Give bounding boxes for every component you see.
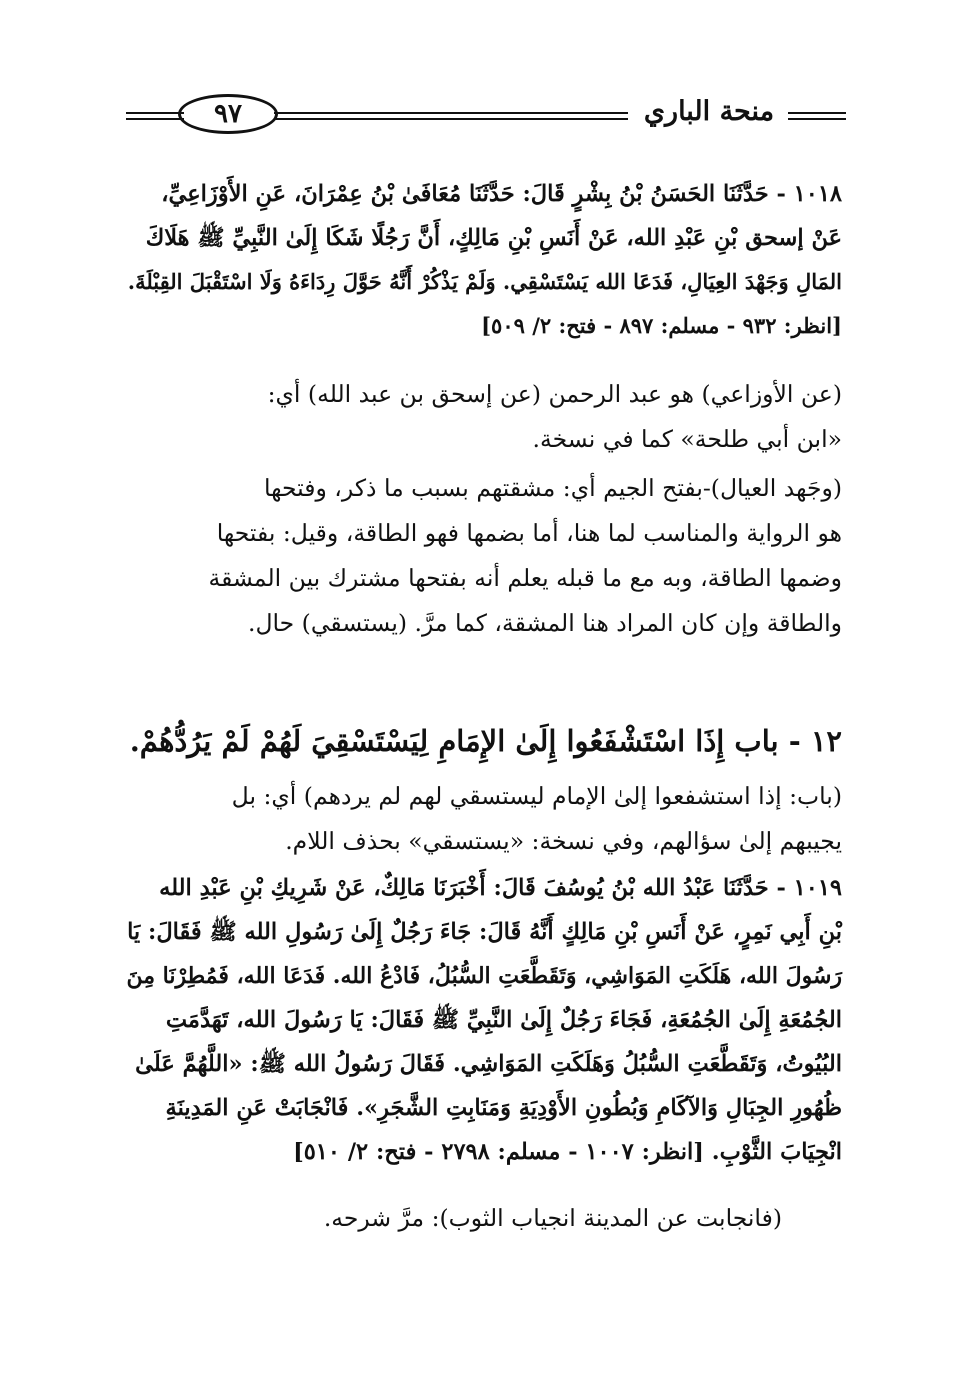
page-number: ٩٧	[214, 99, 242, 129]
hadith-line: بْنِ أَبِي نَمِرٍ، عَنْ أَنَسِ بْنِ مَالِكٍ أَنَّهُ قَالَ: جَاءَ رَجُلٌ إِلَىٰ رَسُولِ الله ﷺ فَقَالَ: يَا	[127, 919, 842, 945]
commentary-line: (باب: إذا استشفعوا إلىٰ الإمام ليستسقي لهم لم يردهم) أي: بل	[231, 782, 842, 810]
hadith-line-with-reference: انْجِيَابَ الثَّوْبِ. [انظر: ١٠٠٧ - مسلم: ٢٧٩٨ - فتح: ٢/ ٥١٠]	[293, 1139, 842, 1165]
hadith-line: ظُهُورِ الجِبَالِ وَالآكَامِ وَبُطُونِ الأَوْدِيَةِ وَمَنَابِتِ الشَّجَرِ». فَانْجَابَتْ عَنِ المَدِينَةِ	[165, 1095, 842, 1121]
chapter-heading	[120, 718, 842, 764]
header-rule-middle	[274, 112, 628, 120]
header-rule-left	[126, 112, 184, 120]
commentary-line: وضمها الطاقة، وبه مع ما قبله يعلم أنه بفتحها مشترك بين المشقة	[208, 564, 842, 592]
commentary-line: (عن الأوزاعي) هو عبد الرحمن (عن إسحق بن عبد الله) أي:	[267, 380, 842, 408]
book-title: منحة الباري	[643, 96, 775, 127]
running-header	[126, 92, 846, 144]
hadith-line: ١٠١٩ - حَدَّثَنَا عَبْدُ الله بْنُ يُوسُفَ قَالَ: أَخْبَرَنَا مَالِكٌ، عَنْ شَرِيكِ بْنِ عَبْدِ الله	[159, 875, 842, 901]
commentary-paragraph	[120, 466, 842, 646]
hadith-line: ١٠١٨ - حَدَّثَنَا الحَسَنُ بْنُ بِشْرٍ قَالَ: حَدَّثَنَا مُعَافَىٰ بْنُ عِمْرَانَ، عَنِ الأَوْزَاعِيِّ،	[161, 181, 842, 207]
hadith-1018	[120, 172, 842, 348]
hadith-reference: [انظر: ٩٣٢ - مسلم: ٨٩٧ - فتح: ٢/ ٥٠٩]	[481, 313, 842, 338]
page-number-badge	[178, 94, 278, 134]
commentary-paragraph	[120, 1196, 842, 1241]
hadith-line: عَنْ إسحق بْنِ عَبْدِ الله، عَنْ أَنَسِ بْنِ مَالِكٍ، أَنَّ رَجُلًا شَكَا إِلَىٰ النَّبِيِّ ﷺ هَلَاكَ	[145, 225, 842, 251]
commentary-line: يجيبهم إلىٰ سؤالهم، وفي نسخة: «يستسقي» بحذف اللام.	[285, 827, 842, 855]
commentary-paragraph	[120, 774, 842, 864]
commentary-line: والطاقة وإن كان المراد هنا المشقة، كما مرَّ. (يستسقي) حال.	[247, 609, 842, 637]
commentary-line: هو الرواية والمناسب لما هنا، أما بضمها فهو الطاقة، وقيل: بفتحها	[216, 519, 842, 547]
hadith-line: رَسُولَ الله، هَلَكَتِ المَوَاشِي، وَتَقَطَّعَتِ السُّبُلُ، فَادْعُ الله. فَدَعَا الله، فَمُطِرْنَا مِنَ	[126, 963, 842, 989]
commentary-line: (وجَهد العيال)-بفتح الجيم أي: مشقتهم بسبب ما ذكر، وفتحها	[263, 474, 842, 502]
hadith-1019	[120, 866, 842, 1174]
commentary-line: (فانجابت عن المدينة انجياب الثوب): مرَّ شرحه.	[323, 1204, 782, 1232]
hadith-line: المَالِ وَجَهْدَ العِيَالِ، فَدَعَا الله يَسْتَسْقِي. وَلَمْ يَذْكُرْ أَنَّهُ حَوَّلَ رِدَاءَهُ وَلَا اسْتَقْبَلَ القِبْلَةَ.	[127, 269, 842, 294]
header-rule-right	[788, 112, 846, 120]
hadith-line: الجُمُعَةِ إِلَىٰ الجُمُعَةِ، فَجَاءَ رَجُلٌ إِلَىٰ النَّبِيِّ ﷺ فَقَالَ: يَا رَسُولَ الله، تَهَدَّمَتِ	[165, 1007, 842, 1033]
hadith-line: البُيُوتُ، وَتَقَطَّعَتِ السُّبُلُ وَهَلَكَتِ المَوَاشِي. فَقَالَ رَسُولُ الله ﷺ: «اللَّهُمَّ عَلَىٰ	[135, 1051, 842, 1077]
commentary-line: «ابن أبي طلحة» كما في نسخة.	[532, 425, 842, 453]
chapter-title: ١٢ - باب إِذَا اسْتَشْفَعُوا إِلَىٰ الإِمَامِ لِيَسْتَسْقِيَ لَهُمْ لَمْ يَرُدُّهُمْ.	[129, 724, 842, 758]
commentary-paragraph	[120, 372, 842, 462]
